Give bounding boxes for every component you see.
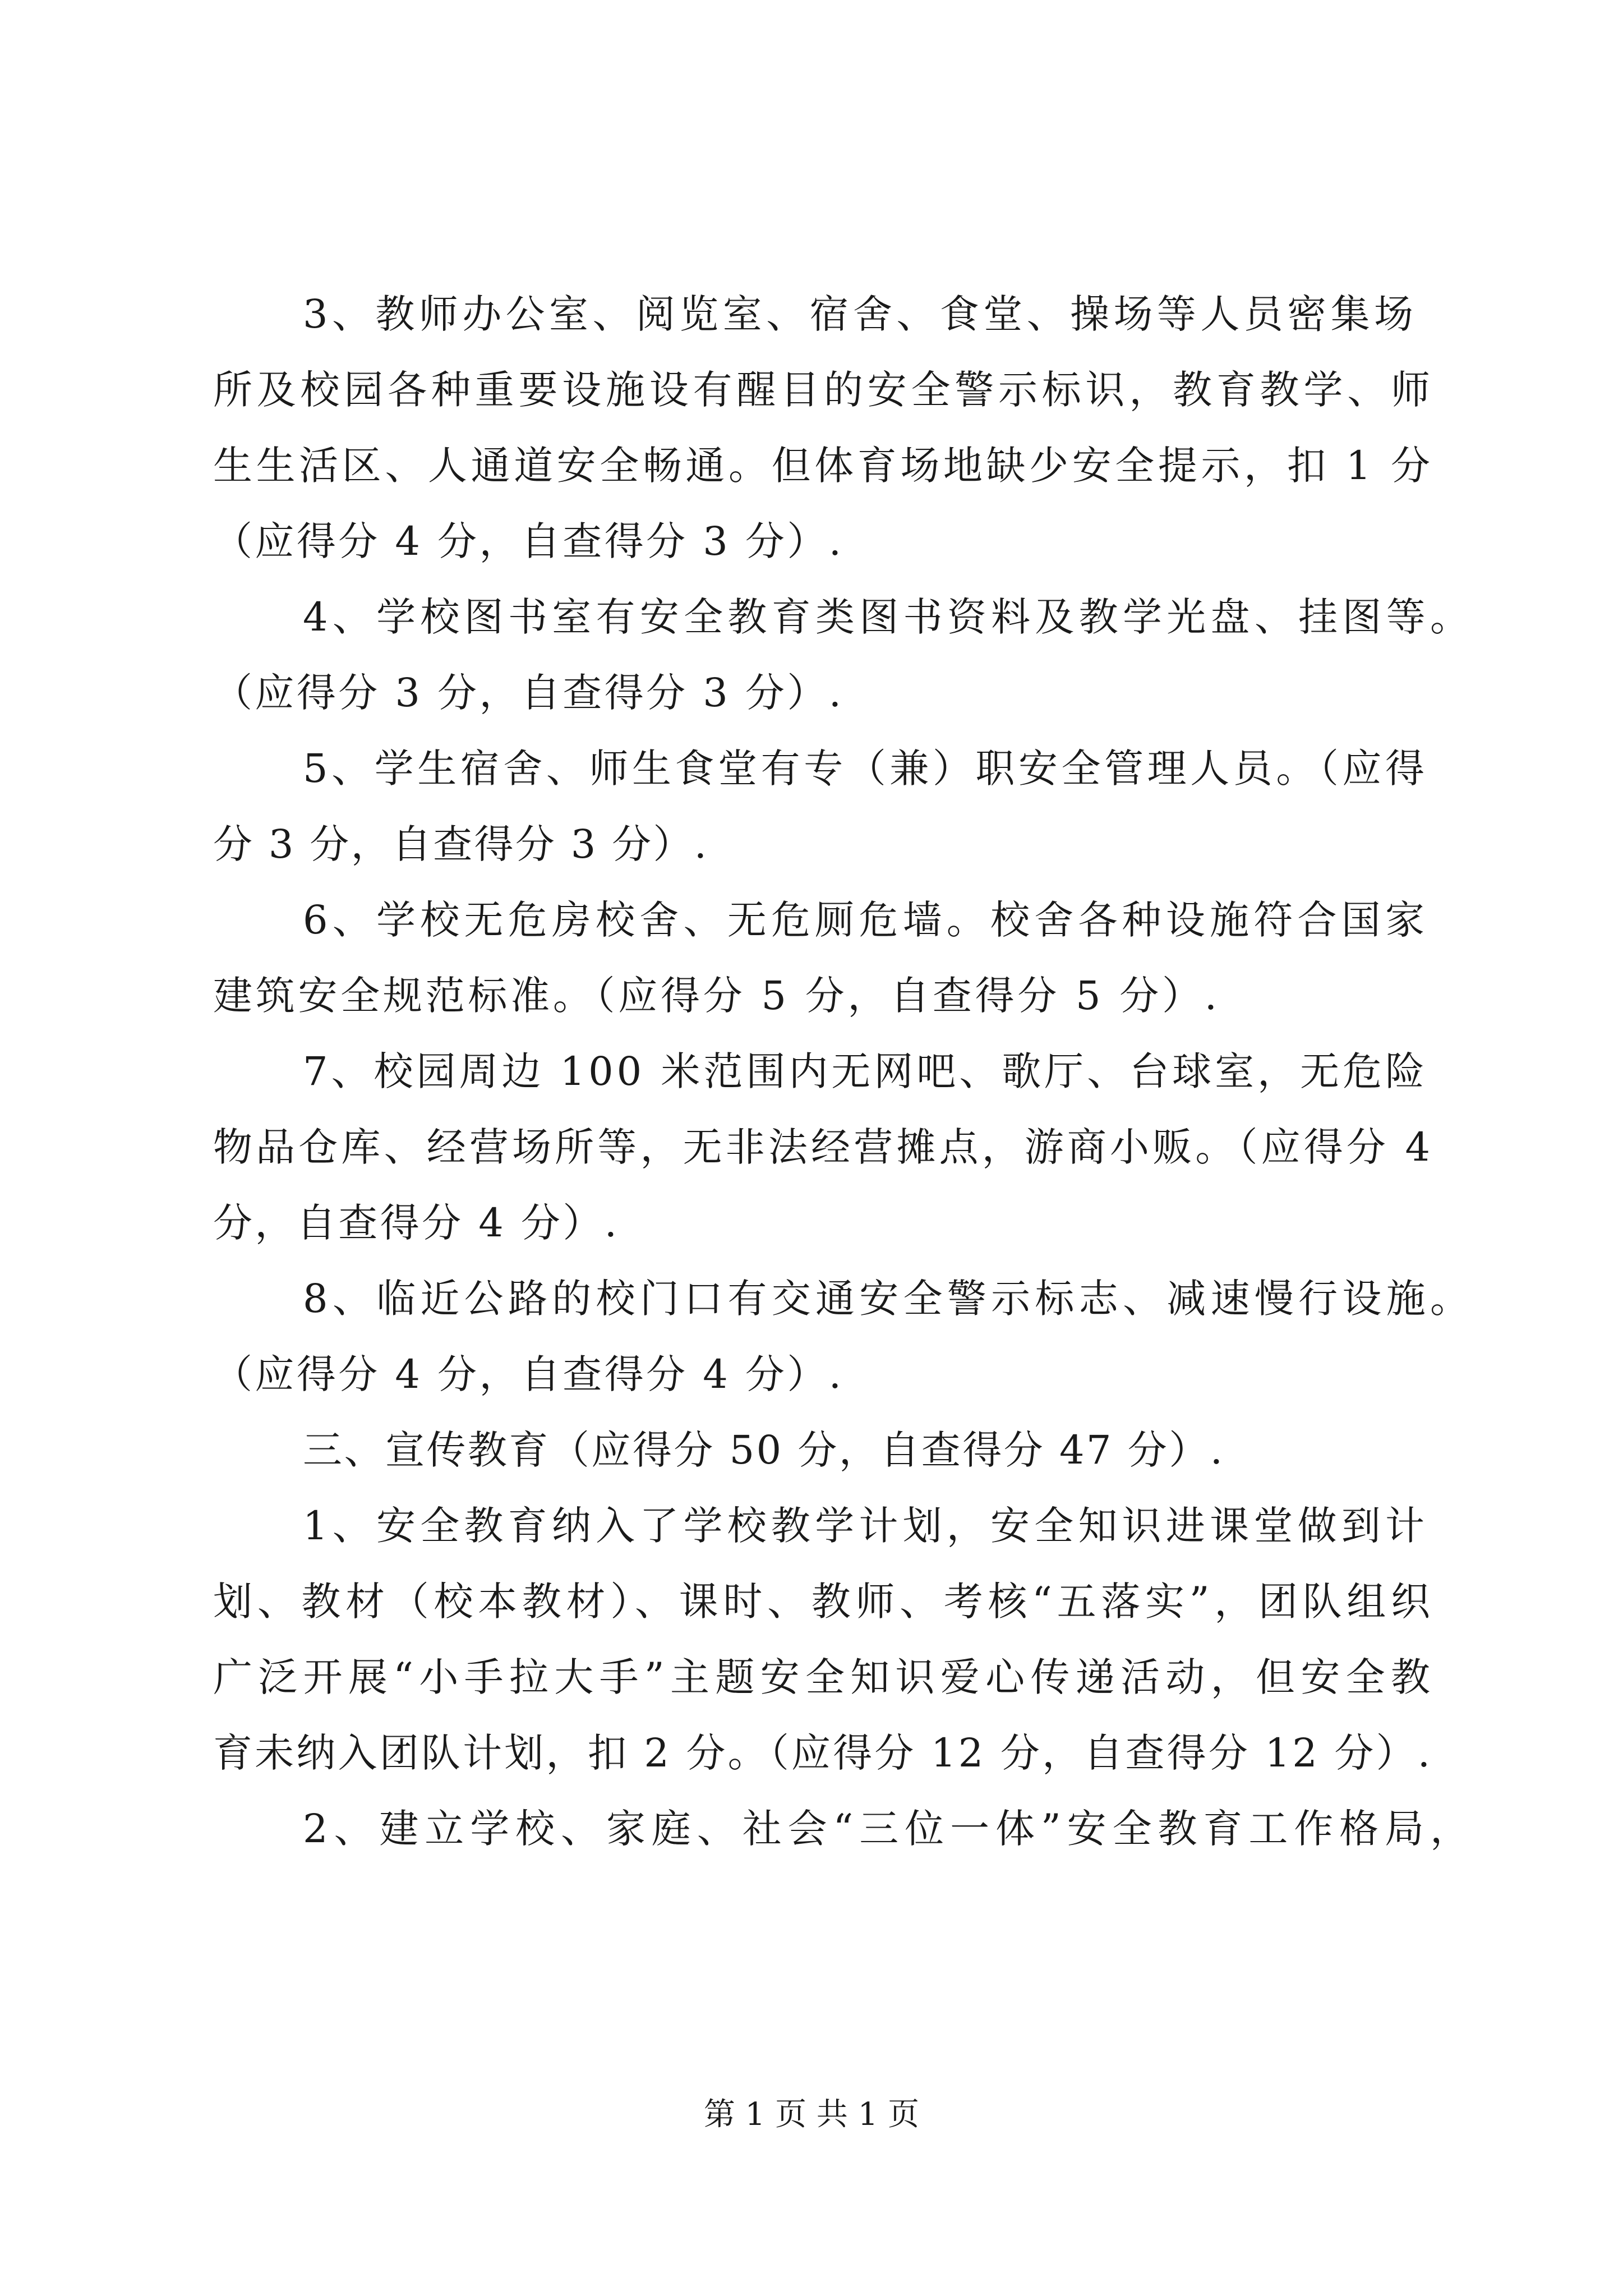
line-text: 6、学校无危房校舍、无危厕危墙。校舍各种设施符合国家	[303, 897, 1430, 943]
line-text: （应得分 4 分，自查得分 4 分）.	[213, 1351, 844, 1397]
text-line	[0, 1492, 1623, 1559]
line-text: 广泛开展“小手拉大手”主题安全知识爱心传递活动，但安全教	[213, 1654, 1436, 1700]
text-line	[0, 508, 1623, 575]
text-line	[0, 886, 1623, 954]
text-line	[0, 1416, 1623, 1484]
line-text: 建筑安全规范标准。（应得分 5 分，自查得分 5 分）.	[213, 973, 1220, 1019]
text-line	[0, 1341, 1623, 1408]
text-line	[0, 1265, 1623, 1332]
line-text: 7、校园周边 100 米范围内无网吧、歌厅、台球室，无危险	[303, 1048, 1428, 1094]
line-text: 生生活区、人通道安全畅通。但体育场地缺少安全提示，扣 1 分	[213, 443, 1434, 489]
line-text: 分，自查得分 4 分）.	[213, 1200, 620, 1246]
text-line	[0, 659, 1623, 726]
line-text: 所及校园各种重要设施设有醒目的安全警示标识，教育教学、师	[213, 367, 1435, 413]
text-line	[0, 583, 1623, 651]
line-text: 1、安全教育纳入了学校教学计划，安全知识进课堂做到计	[303, 1503, 1430, 1549]
line-text: 三、宣传教育（应得分 50 分，自查得分 47 分）.	[303, 1427, 1225, 1473]
line-text: （应得分 3 分，自查得分 3 分）.	[213, 670, 844, 716]
text-line	[0, 811, 1623, 878]
text-line	[0, 1795, 1623, 1862]
line-text: 5、学生宿舍、师生食堂有专（兼）职安全管理人员。（应得	[303, 746, 1428, 792]
text-line	[0, 356, 1623, 424]
line-text: 分 3 分，自查得分 3 分）.	[213, 821, 709, 867]
line-text: 4、学校图书室有安全教育类图书资料及教学光盘、挂图等。	[303, 594, 1474, 640]
line-text: 3、教师办公室、阅览室、宿舍、食堂、操场等人员密集场	[303, 291, 1418, 337]
text-line	[0, 1114, 1623, 1181]
text-line	[0, 962, 1623, 1029]
line-text: 2、建立学校、家庭、社会“三位一体”安全教育工作格局，	[303, 1806, 1476, 1852]
text-line	[0, 280, 1623, 348]
line-text: 育未纳入团队计划，扣 2 分。（应得分 12 分，自查得分 12 分）.	[213, 1730, 1433, 1776]
page-footer	[0, 2092, 1623, 2137]
text-line	[0, 1568, 1623, 1635]
line-text: 8、临近公路的校门口有交通安全警示标志、减速慢行设施。	[303, 1276, 1474, 1322]
page-number: 第 1 页 共 1 页	[703, 2096, 920, 2133]
text-line	[0, 1644, 1623, 1711]
text-line	[0, 735, 1623, 802]
text-line	[0, 1189, 1623, 1257]
text-line	[0, 1719, 1623, 1787]
line-text: 划、教材（校本教材）、课时、教师、考核“五落实”，团队组织	[213, 1579, 1435, 1625]
text-line	[0, 1038, 1623, 1105]
line-text: （应得分 4 分，自查得分 3 分）.	[213, 518, 844, 564]
text-line	[0, 432, 1623, 499]
line-text: 物品仓库、经营场所等，无非法经营摊点，游商小贩。（应得分 4	[213, 1124, 1434, 1170]
